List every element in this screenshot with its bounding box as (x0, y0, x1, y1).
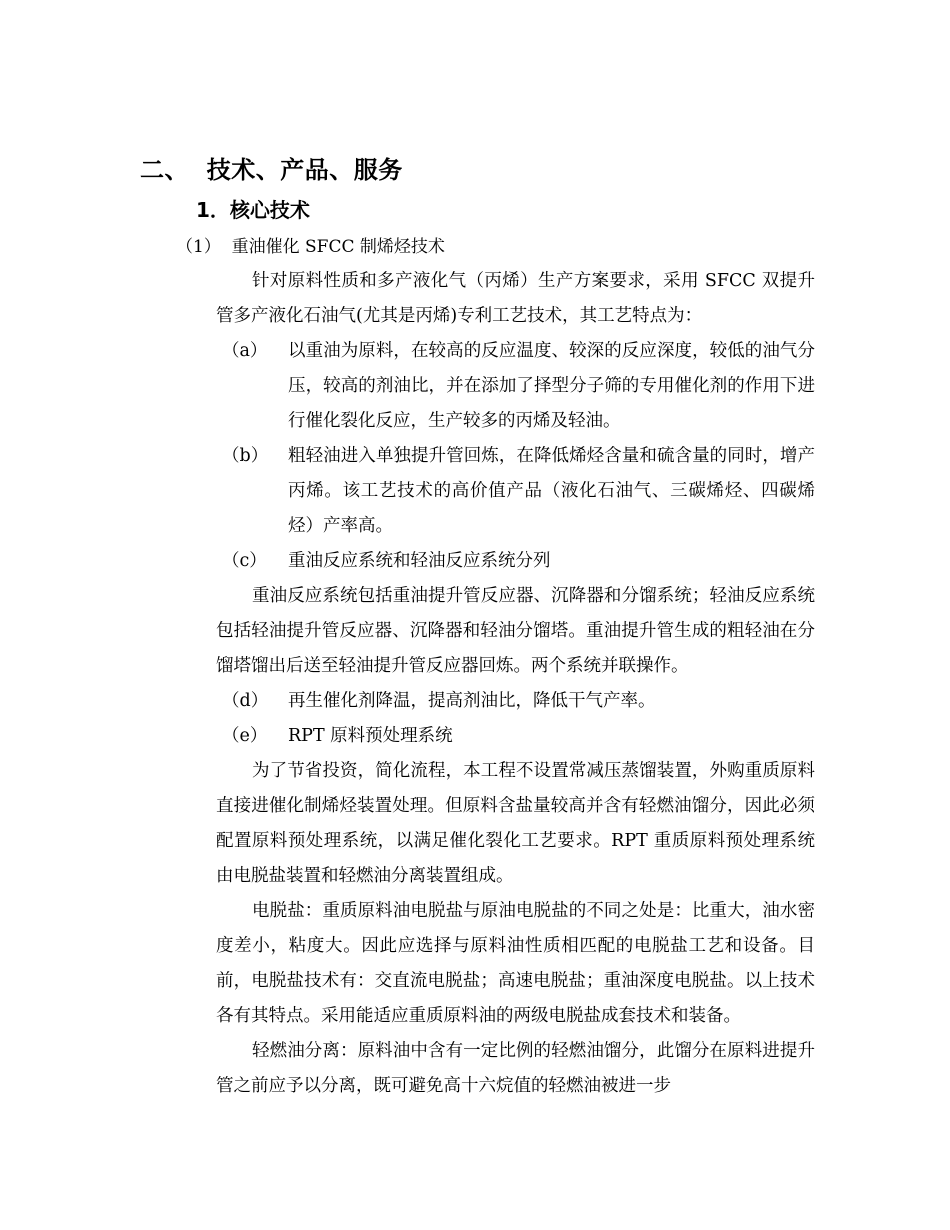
paragraph-reaction-systems: 重油反应系统包括重油提升管反应器、沉降器和分馏系统；轻油反应系统包括轻油提升管反应器、沉降器和轻油分馏塔。重油提升管生成的粗轻油在分馏塔馏出后送至轻油提升管反应器回炼。两个系统并联操作。 (216, 586, 815, 676)
list-item-c (140, 544, 815, 579)
sub-heading-core-technology: 1．核心技术 (196, 198, 310, 222)
list-marker-e: （e） (222, 726, 268, 746)
paragraph-electric-desalting: 电脱盐：重质原料油电脱盐与原油电脱盐的不同之处是：比重大，油水密度差小，粘度大。因此应选择与原料油性质相匹配的电脱盐工艺和设备。目前，电脱盐技术有：交直流电脱盐；高速电脱盐；重油深度电脱盐。以上技术各有其特点。采用能适应重质原料油的两级电脱盐成套技术和装备。 (216, 901, 815, 1026)
list-item-d (140, 684, 815, 719)
document-content (140, 152, 815, 1104)
intro-paragraph: 针对原料性质和多产液化气（丙烯）生产方案要求，采用 SFCC 双提升管多产液化石油气(尤其是丙烯)专利工艺技术，其工艺特点为： (216, 271, 815, 326)
list-marker-b: （b） (222, 446, 269, 466)
list-text-c: 重油反应系统和轻油反应系统分列 (288, 551, 551, 571)
list-marker-c: （c） (222, 551, 267, 571)
list-marker-a: （a） (222, 341, 268, 361)
list-text-b: 粗轻油进入单独提升管回炼，在降低烯烃含量和硫含量的同时，增产丙烯。该工艺技术的高价值产品（液化石油气、三碳烯烃、四碳烯烃）产率高。 (288, 446, 815, 536)
paragraph-rpt-pretreatment: 为了节省投资，简化流程，本工程不设置常减压蒸馏装置，外购重质原料直接进催化制烯烃装置处理。但原料含盐量较高并含有轻燃油馏分，因此必须配置原料预处理系统，以满足催化裂化工艺要求。RPT 重质原料预处理系统由电脱盐装置和轻燃油分离装置组成。 (216, 761, 815, 886)
list-item-e (140, 719, 815, 754)
list-text-e: RPT 原料预处理系统 (288, 726, 453, 746)
list-item-b (140, 439, 815, 544)
list-marker-d: （d） (222, 691, 269, 711)
list-text-a: 以重油为原料，在较高的反应温度、较深的反应深度，较低的油气分压，较高的剂油比，并在添加了择型分子筛的专用催化剂的作用下进行催化裂化反应，生产较多的丙烯及轻油。 (288, 341, 815, 431)
item-title-1: （1） 重油催化 SFCC 制烯烃技术 (176, 237, 445, 257)
list-item-a (140, 334, 815, 439)
paragraph-light-oil-separation: 轻燃油分离：原料油中含有一定比例的轻燃油馏分，此馏分在原料进提升管之前应予以分离，既可避免高十六烷值的轻燃油被进一步 (216, 1041, 815, 1096)
list-text-d: 再生催化剂降温，提高剂油比，降低干气产率。 (288, 691, 656, 711)
section-heading: 二、 技术、产品、服务 (140, 156, 403, 184)
